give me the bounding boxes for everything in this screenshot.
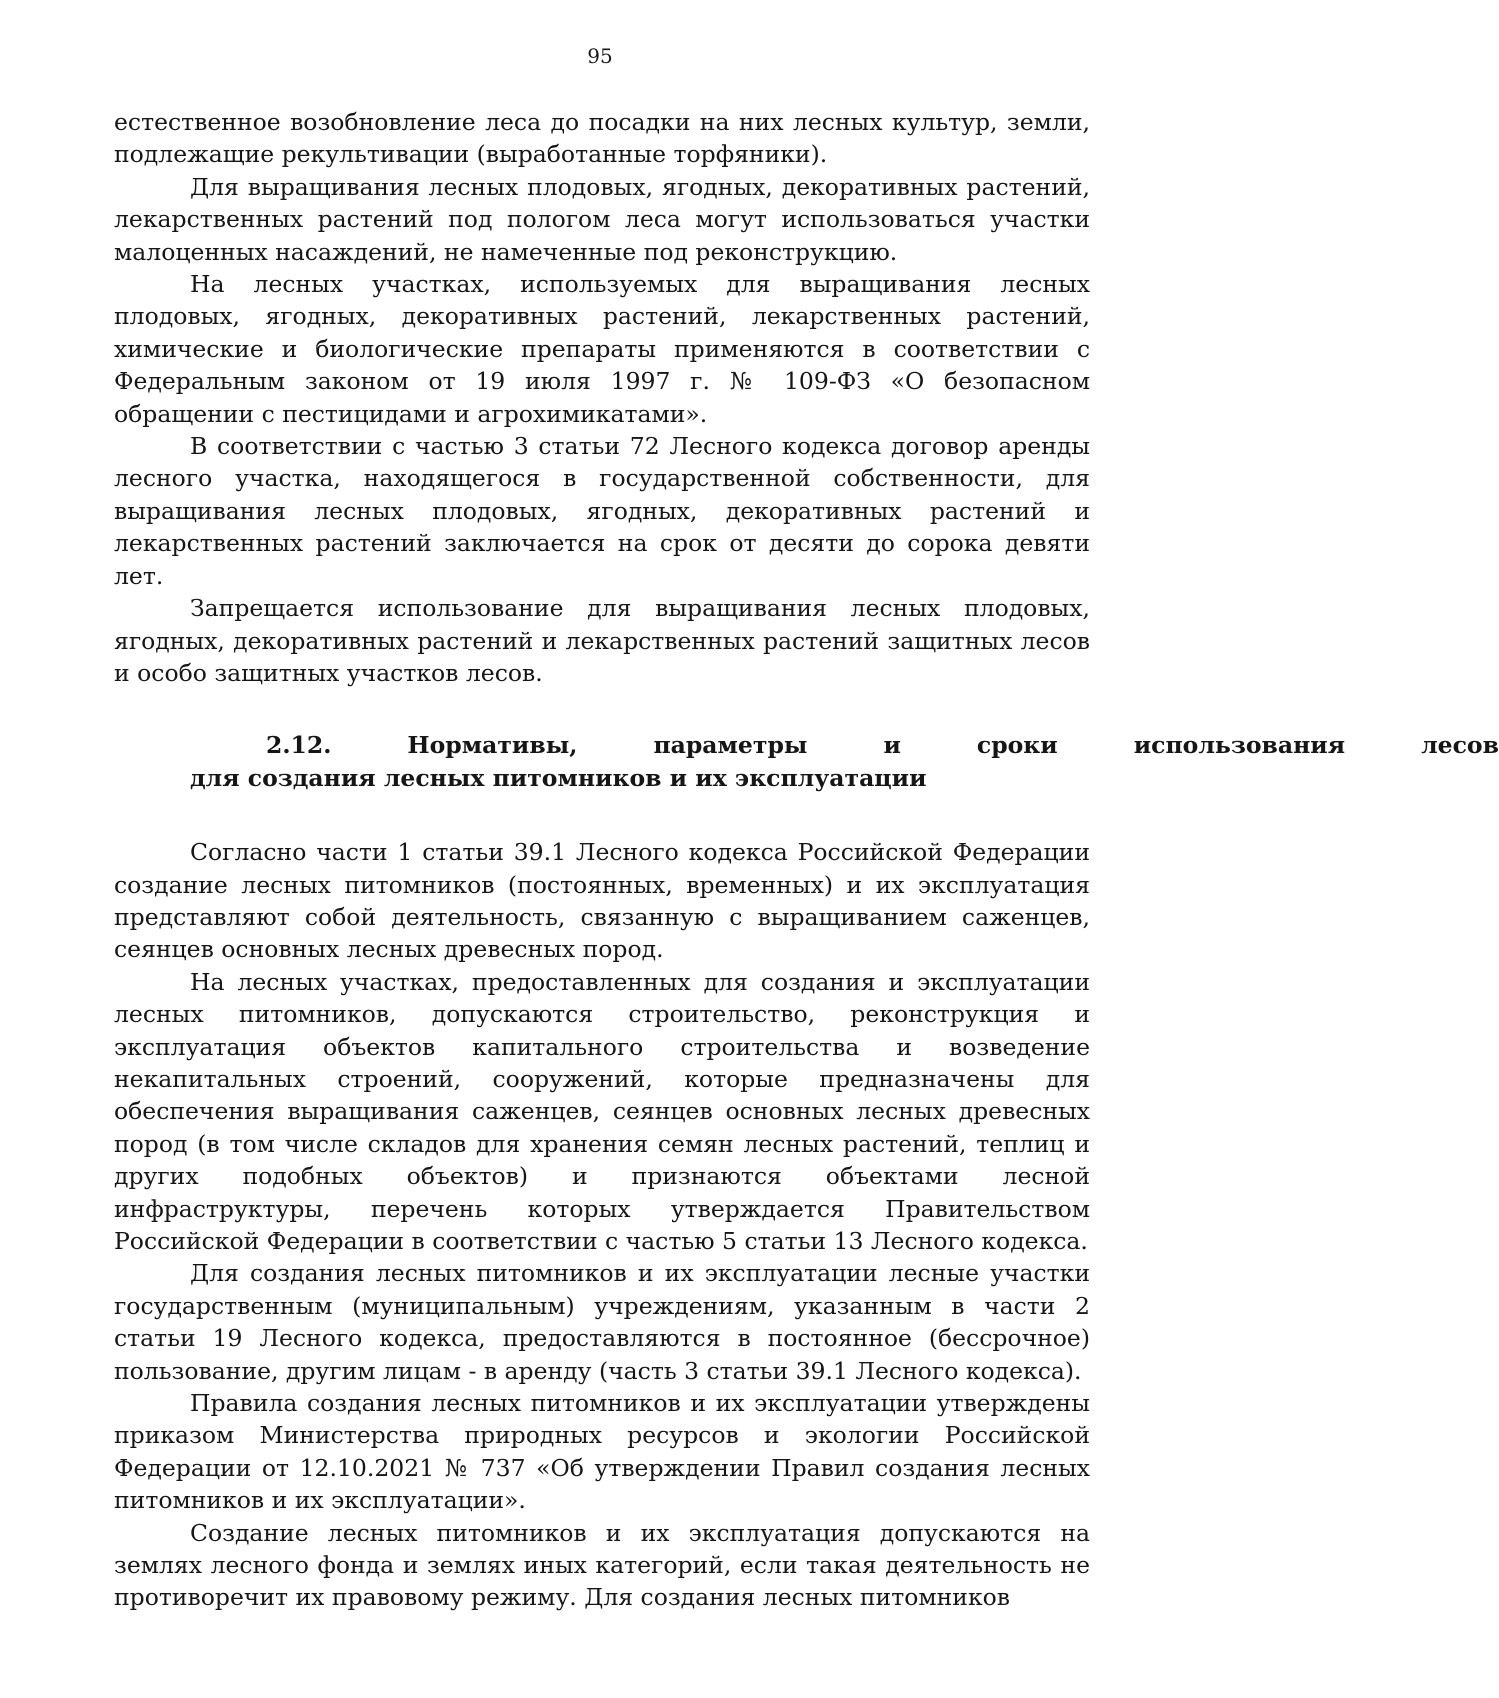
heading-word: Нормативы, xyxy=(407,731,578,760)
heading-word: использования xyxy=(1133,731,1346,760)
heading-word: параметры xyxy=(653,731,808,760)
page-number: 95 xyxy=(587,44,613,68)
heading-word: лесов xyxy=(1421,731,1499,760)
paragraph: Запрещается использование для выращивания лесных плодовых, ягодных, декоративных растений и лекарственных растений защитных лесов и особо защитных участков лесов. xyxy=(114,594,1090,687)
paragraph: Для создания лесных питомников и их эксплуатации лесные участки государственным (муниципальным) учреждениям, указанным в части 2 статьи 19 Лесного кодекса, предоставляются в постоянное (бессрочное) пользование, другим лицам - в аренду (часть 3 статьи 39.1 Лесного кодекса). xyxy=(114,1259,1090,1385)
section-heading-line1 xyxy=(114,729,1499,761)
paragraph: Согласно части 1 статьи 39.1 Лесного кодекса Российской Федерации создание лесных питомников (постоянных, временных) и их эксплуатация представляют собой деятельность, связанную с выращиванием саженцев, сеянцев основных лесных древесных пород. xyxy=(114,838,1090,964)
paragraph: В соответствии с частью 3 статьи 72 Лесного кодекса договор аренды лесного участка, находящегося в государственной собственности, для выращивания лесных плодовых, ягодных, декоративных растений и лекарственных растений заключается на срок от десяти до сорока девяти лет. xyxy=(114,432,1090,590)
heading-word: сроки xyxy=(976,731,1058,760)
paragraph: Правила создания лесных питомников и их эксплуатации утверждены приказом Министерства природных ресурсов и экологии Российской Федерации от 12.10.2021 № 737 «Об утверждении Правил создания лесных питомников и их эксплуатации». xyxy=(114,1389,1090,1515)
paragraph: Для выращивания лесных плодовых, ягодных, декоративных растений, лекарственных растений под пологом леса могут использоваться участки малоценных насаждений, не намеченные под реконструкцию. xyxy=(114,172,1090,266)
paragraph: Создание лесных питомников и их эксплуатация допускаются на землях лесного фонда и землях иных категорий, если такая деятельность не противоречит их правовому режиму. Для создания лесных питомников xyxy=(114,1518,1090,1612)
paragraph: На лесных участках, используемых для выращивания лесных плодовых, ягодных, декоративных растений, лекарственных растений, химические и биологические препараты применяются в соответствии с Федеральным законом от 19 июля 1997 г. № 109-ФЗ «О безопасном обращении с пестицидами и агрохимикатами». xyxy=(114,270,1090,428)
section-heading xyxy=(114,729,1499,794)
paragraph: естественное возобновление леса до посадки на них лесных культур, земли, подлежащие рекультивации (выработанные торфяники). xyxy=(114,108,1090,169)
section-number: 2.12. xyxy=(266,731,332,760)
document-body xyxy=(114,106,1499,1614)
heading-word: и xyxy=(883,731,901,760)
section-heading-line2: для создания лесных питомников и их эксплуатации xyxy=(190,763,927,792)
paragraph: На лесных участках, предоставленных для создания и эксплуатации лесных питомников, допускаются строительство, реконструкция и эксплуатация объектов капитального строительства и возведение некапитальных строений, сооружений, которые предназначены для обеспечения выращивания саженцев, сеянцев основных лесных древесных пород (в том числе складов для хранения семян лесных растений, теплиц и других подобных объектов) и признаются объектами лесной инфраструктуры, перечень которых утверждается Правительством Российской Федерации в соответствии с частью 5 статьи 13 Лесного кодекса. xyxy=(114,967,1090,1255)
